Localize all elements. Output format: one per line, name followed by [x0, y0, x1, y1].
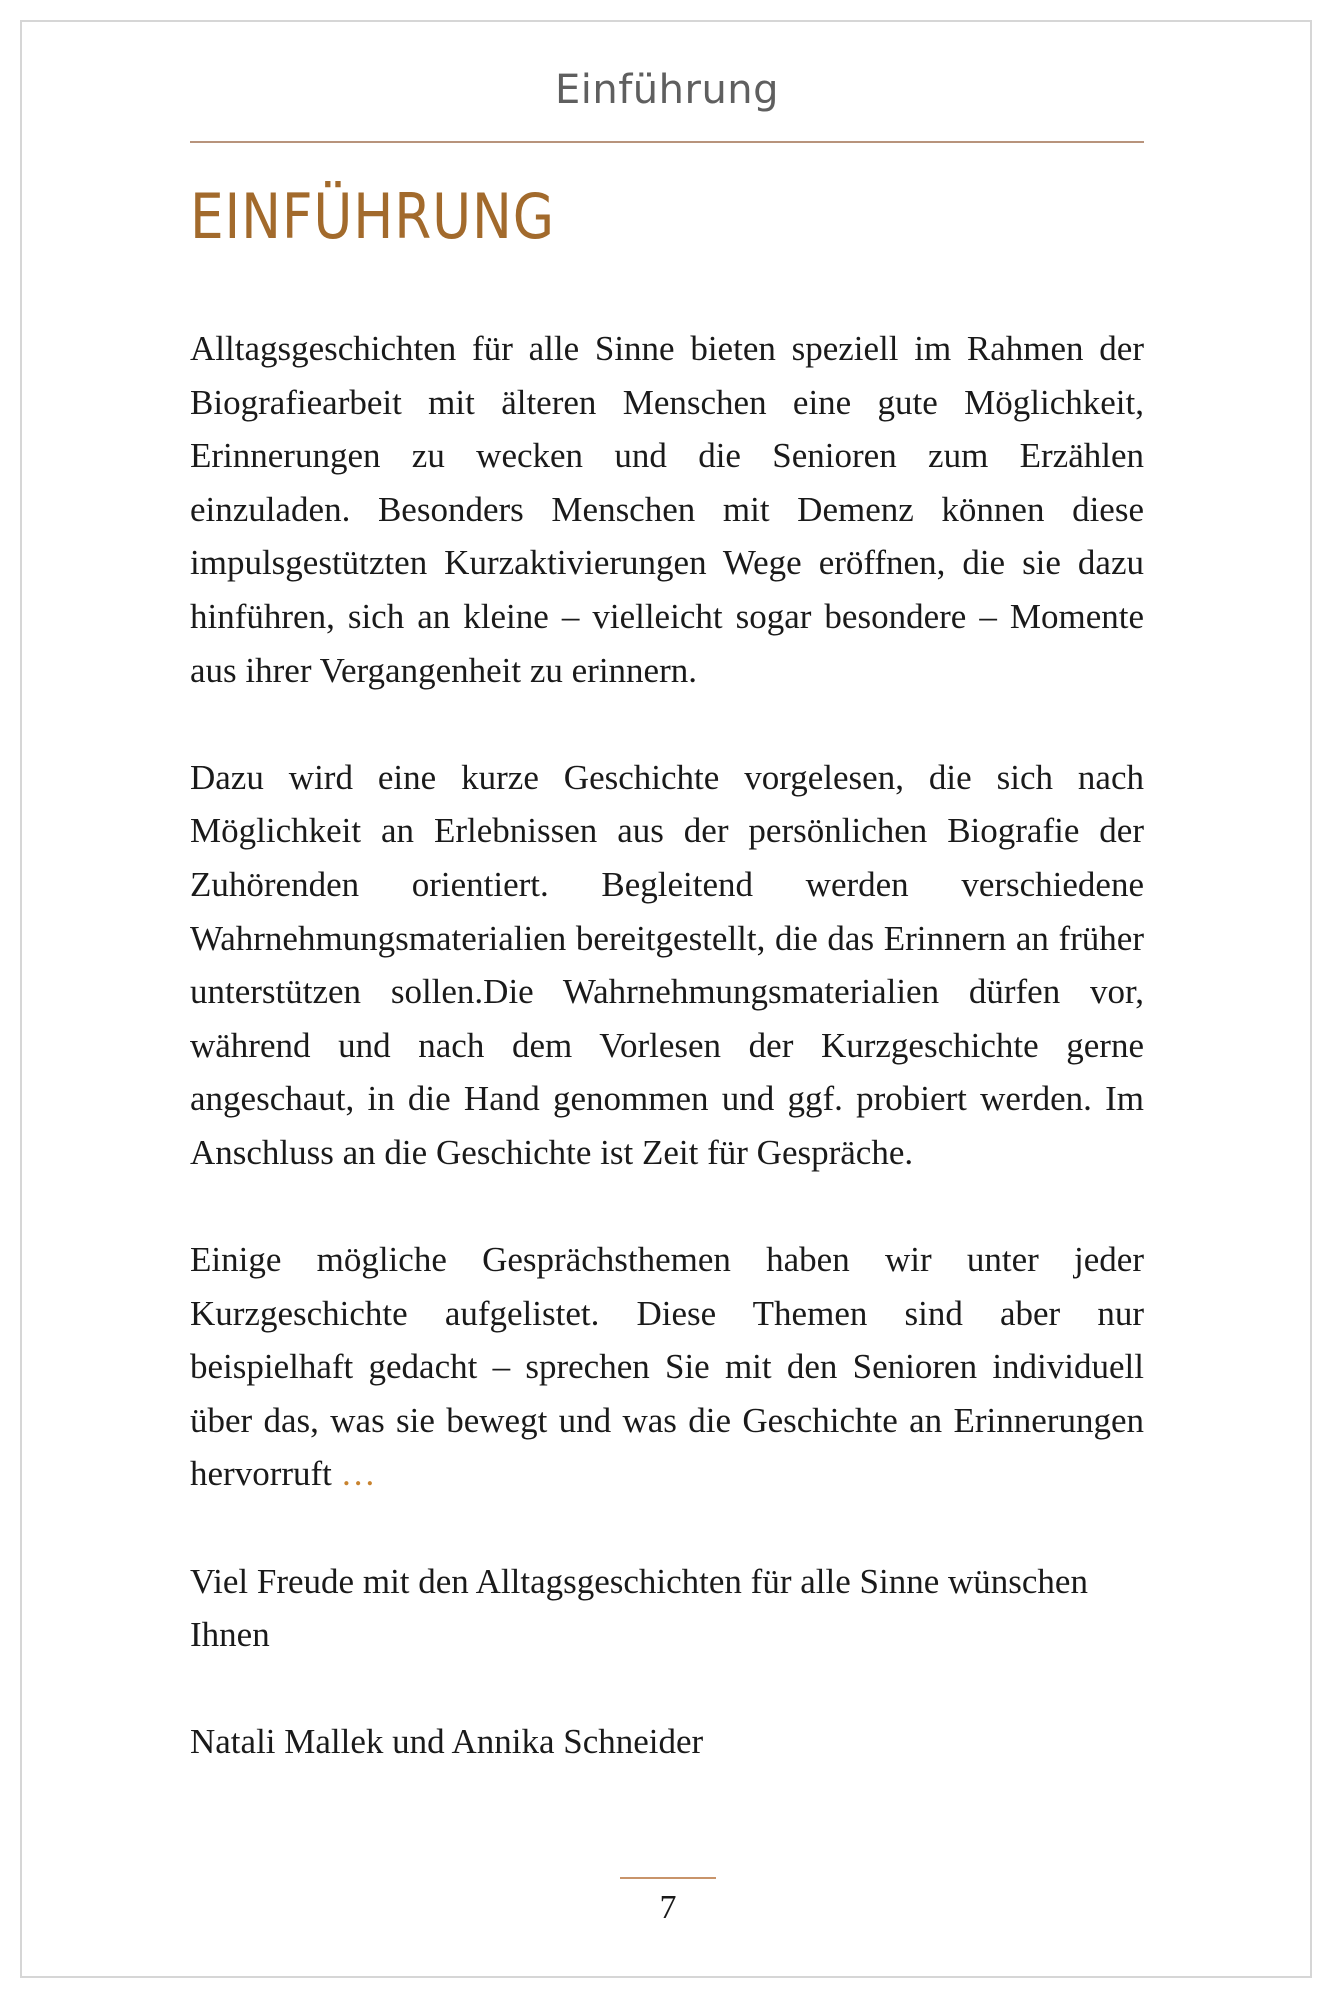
paragraph-method: Dazu wird eine kurze Geschichte vorgelesen, die sich nach Möglichkeit an Erlebnissen aus der persönlichen Biografie der Zuhörenden orientiert. Begleitend werden verschiedene Wahrnehmungsmaterialien bereitgestellt, die das Erinnern an früher unterstützen sollen.Die Wahrnehmungsmaterialien dürfen vor, während und nach dem Vorlesen der Kurzgeschichte gerne angeschaut, in die Hand genommen und ggf. probiert werden. Im Anschluss an die Geschichte ist Zeit für Gespräche. [190, 757, 1144, 1172]
author-signature: Natali Mallek und Annika Schneider [190, 1722, 704, 1762]
paragraph-intro: Alltagsgeschichten für alle Sinne bieten speziell im Rahmen der Biografiearbeit mit älteren Menschen eine gute Möglichkeit, Erinnerungen zu wecken und die Senioren zum Erzählen einzuladen. Besonders Menschen mit Demenz können diese impulsgestützten Kurzaktivierungen Wege eröffnen, die sie dazu hinführen, sich an kleine – vielleicht sogar besondere – Momente aus ihrer Vergangenheit zu erinnern. [190, 329, 1144, 690]
paragraph-topics [190, 1233, 1144, 1501]
page-number: 7 [659, 1889, 677, 1926]
running-header: Einführung [554, 67, 780, 113]
ellipsis-mark: … [340, 1454, 376, 1494]
paragraph-topics-text: Einige mögliche Gesprächsthemen haben wir unter jeder Kurzgeschichte aufgelistet. Diese Themen sind aber nur beispielhaft gedacht – sprechen Sie mit den Senioren individuell über das, was sie bewegt und was die Geschichte an Erinnerungen hervorruft [190, 1240, 1144, 1494]
paragraph-closing: Viel Freude mit den Alltagsgeschichten für alle Sinne wünschen Ihnen [190, 1561, 1088, 1655]
header-divider [190, 141, 1144, 143]
footer-divider [620, 1877, 716, 1879]
body-text [190, 322, 1144, 1823]
chapter-title: EINFÜHRUNG [190, 180, 555, 253]
